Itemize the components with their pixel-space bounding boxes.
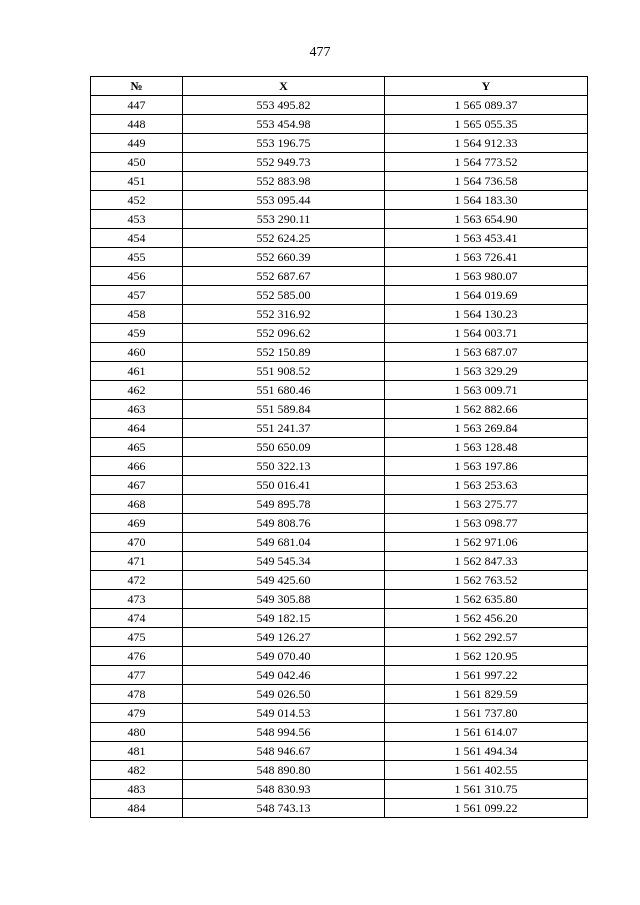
point-number-cell: 456	[91, 267, 183, 286]
table-row	[91, 210, 588, 229]
y-coordinate-cell: 1 562 292.57	[385, 628, 588, 647]
point-number-cell: 479	[91, 704, 183, 723]
point-number-cell: 465	[91, 438, 183, 457]
table-row	[91, 609, 588, 628]
point-number-cell: 483	[91, 780, 183, 799]
table-row	[91, 476, 588, 495]
point-number-cell: 462	[91, 381, 183, 400]
x-coordinate-cell: 549 808.76	[183, 514, 385, 533]
table-row	[91, 305, 588, 324]
y-coordinate-cell: 1 563 197.86	[385, 457, 588, 476]
table-row	[91, 267, 588, 286]
table-row	[91, 229, 588, 248]
header-x: X	[183, 77, 385, 96]
point-number-cell: 471	[91, 552, 183, 571]
point-number-cell: 477	[91, 666, 183, 685]
point-number-cell: 454	[91, 229, 183, 248]
x-coordinate-cell: 552 687.67	[183, 267, 385, 286]
header-y: Y	[385, 77, 588, 96]
x-coordinate-cell: 550 016.41	[183, 476, 385, 495]
table-row	[91, 704, 588, 723]
point-number-cell: 478	[91, 685, 183, 704]
point-number-cell: 473	[91, 590, 183, 609]
table-row	[91, 571, 588, 590]
y-coordinate-cell: 1 564 003.71	[385, 324, 588, 343]
table-body	[91, 96, 588, 818]
x-coordinate-cell: 552 316.92	[183, 305, 385, 324]
table-row	[91, 628, 588, 647]
point-number-cell: 466	[91, 457, 183, 476]
x-coordinate-cell: 549 070.40	[183, 647, 385, 666]
x-coordinate-cell: 549 126.27	[183, 628, 385, 647]
table-row	[91, 590, 588, 609]
x-coordinate-cell: 551 589.84	[183, 400, 385, 419]
x-coordinate-cell: 548 994.56	[183, 723, 385, 742]
point-number-cell: 464	[91, 419, 183, 438]
x-coordinate-cell: 549 182.15	[183, 609, 385, 628]
x-coordinate-cell: 548 743.13	[183, 799, 385, 818]
table-row	[91, 533, 588, 552]
table-row	[91, 286, 588, 305]
y-coordinate-cell: 1 564 019.69	[385, 286, 588, 305]
point-number-cell: 453	[91, 210, 183, 229]
x-coordinate-cell: 552 585.00	[183, 286, 385, 305]
point-number-cell: 468	[91, 495, 183, 514]
table-header-row	[91, 77, 588, 96]
table-row	[91, 742, 588, 761]
x-coordinate-cell: 553 454.98	[183, 115, 385, 134]
point-number-cell: 475	[91, 628, 183, 647]
point-number-cell: 451	[91, 172, 183, 191]
x-coordinate-cell: 548 830.93	[183, 780, 385, 799]
point-number-cell: 452	[91, 191, 183, 210]
y-coordinate-cell: 1 562 120.95	[385, 647, 588, 666]
table-row	[91, 761, 588, 780]
x-coordinate-cell: 553 196.75	[183, 134, 385, 153]
table-row	[91, 647, 588, 666]
y-coordinate-cell: 1 563 687.07	[385, 343, 588, 362]
table-row	[91, 343, 588, 362]
table-row	[91, 191, 588, 210]
x-coordinate-cell: 548 890.80	[183, 761, 385, 780]
y-coordinate-cell: 1 561 829.59	[385, 685, 588, 704]
x-coordinate-cell: 552 150.89	[183, 343, 385, 362]
y-coordinate-cell: 1 563 098.77	[385, 514, 588, 533]
y-coordinate-cell: 1 561 099.22	[385, 799, 588, 818]
table-row	[91, 438, 588, 457]
table-row	[91, 134, 588, 153]
y-coordinate-cell: 1 564 183.30	[385, 191, 588, 210]
table-row	[91, 324, 588, 343]
y-coordinate-cell: 1 562 847.33	[385, 552, 588, 571]
page-number: 477	[309, 45, 331, 60]
x-coordinate-cell: 549 895.78	[183, 495, 385, 514]
table-row	[91, 666, 588, 685]
point-number-cell: 484	[91, 799, 183, 818]
x-coordinate-cell: 551 241.37	[183, 419, 385, 438]
y-coordinate-cell: 1 561 737.80	[385, 704, 588, 723]
y-coordinate-cell: 1 561 997.22	[385, 666, 588, 685]
x-coordinate-cell: 549 545.34	[183, 552, 385, 571]
y-coordinate-cell: 1 565 055.35	[385, 115, 588, 134]
table-row	[91, 115, 588, 134]
table-row	[91, 381, 588, 400]
x-coordinate-cell: 553 495.82	[183, 96, 385, 115]
x-coordinate-cell: 552 624.25	[183, 229, 385, 248]
x-coordinate-cell: 551 680.46	[183, 381, 385, 400]
point-number-cell: 457	[91, 286, 183, 305]
table-row	[91, 400, 588, 419]
y-coordinate-cell: 1 563 275.77	[385, 495, 588, 514]
y-coordinate-cell: 1 562 971.06	[385, 533, 588, 552]
table-row	[91, 799, 588, 818]
y-coordinate-cell: 1 565 089.37	[385, 96, 588, 115]
x-coordinate-cell: 550 650.09	[183, 438, 385, 457]
y-coordinate-cell: 1 562 635.80	[385, 590, 588, 609]
point-number-cell: 482	[91, 761, 183, 780]
point-number-cell: 455	[91, 248, 183, 267]
coordinates-table	[90, 76, 588, 818]
point-number-cell: 476	[91, 647, 183, 666]
x-coordinate-cell: 553 095.44	[183, 191, 385, 210]
y-coordinate-cell: 1 564 912.33	[385, 134, 588, 153]
y-coordinate-cell: 1 561 310.75	[385, 780, 588, 799]
y-coordinate-cell: 1 561 402.55	[385, 761, 588, 780]
y-coordinate-cell: 1 563 654.90	[385, 210, 588, 229]
x-coordinate-cell: 552 660.39	[183, 248, 385, 267]
table-row	[91, 96, 588, 115]
y-coordinate-cell: 1 563 980.07	[385, 267, 588, 286]
point-number-cell: 467	[91, 476, 183, 495]
table-row	[91, 153, 588, 172]
table-row	[91, 723, 588, 742]
y-coordinate-cell: 1 563 009.71	[385, 381, 588, 400]
x-coordinate-cell: 549 042.46	[183, 666, 385, 685]
point-number-cell: 461	[91, 362, 183, 381]
point-number-cell: 463	[91, 400, 183, 419]
y-coordinate-cell: 1 561 494.34	[385, 742, 588, 761]
y-coordinate-cell: 1 564 773.52	[385, 153, 588, 172]
table-row	[91, 495, 588, 514]
table-row	[91, 685, 588, 704]
table-row	[91, 514, 588, 533]
x-coordinate-cell: 548 946.67	[183, 742, 385, 761]
y-coordinate-cell: 1 563 329.29	[385, 362, 588, 381]
x-coordinate-cell: 550 322.13	[183, 457, 385, 476]
table-row	[91, 552, 588, 571]
point-number-cell: 470	[91, 533, 183, 552]
y-coordinate-cell: 1 563 269.84	[385, 419, 588, 438]
point-number-cell: 459	[91, 324, 183, 343]
point-number-cell: 469	[91, 514, 183, 533]
y-coordinate-cell: 1 562 882.66	[385, 400, 588, 419]
point-number-cell: 460	[91, 343, 183, 362]
point-number-cell: 458	[91, 305, 183, 324]
x-coordinate-cell: 552 096.62	[183, 324, 385, 343]
point-number-cell: 480	[91, 723, 183, 742]
table-row	[91, 362, 588, 381]
y-coordinate-cell: 1 563 726.41	[385, 248, 588, 267]
point-number-cell: 447	[91, 96, 183, 115]
x-coordinate-cell: 549 014.53	[183, 704, 385, 723]
point-number-cell: 448	[91, 115, 183, 134]
table-row	[91, 172, 588, 191]
point-number-cell: 450	[91, 153, 183, 172]
table-row	[91, 457, 588, 476]
x-coordinate-cell: 551 908.52	[183, 362, 385, 381]
y-coordinate-cell: 1 564 130.23	[385, 305, 588, 324]
point-number-cell: 472	[91, 571, 183, 590]
y-coordinate-cell: 1 563 253.63	[385, 476, 588, 495]
table-row	[91, 780, 588, 799]
y-coordinate-cell: 1 562 456.20	[385, 609, 588, 628]
point-number-cell: 474	[91, 609, 183, 628]
x-coordinate-cell: 549 026.50	[183, 685, 385, 704]
point-number-cell: 449	[91, 134, 183, 153]
x-coordinate-cell: 549 425.60	[183, 571, 385, 590]
point-number-cell: 481	[91, 742, 183, 761]
header-number: №	[91, 77, 183, 96]
x-coordinate-cell: 549 305.88	[183, 590, 385, 609]
table-row	[91, 248, 588, 267]
x-coordinate-cell: 553 290.11	[183, 210, 385, 229]
x-coordinate-cell: 549 681.04	[183, 533, 385, 552]
y-coordinate-cell: 1 561 614.07	[385, 723, 588, 742]
y-coordinate-cell: 1 563 128.48	[385, 438, 588, 457]
y-coordinate-cell: 1 562 763.52	[385, 571, 588, 590]
x-coordinate-cell: 552 883.98	[183, 172, 385, 191]
y-coordinate-cell: 1 563 453.41	[385, 229, 588, 248]
y-coordinate-cell: 1 564 736.58	[385, 172, 588, 191]
x-coordinate-cell: 552 949.73	[183, 153, 385, 172]
table-row	[91, 419, 588, 438]
